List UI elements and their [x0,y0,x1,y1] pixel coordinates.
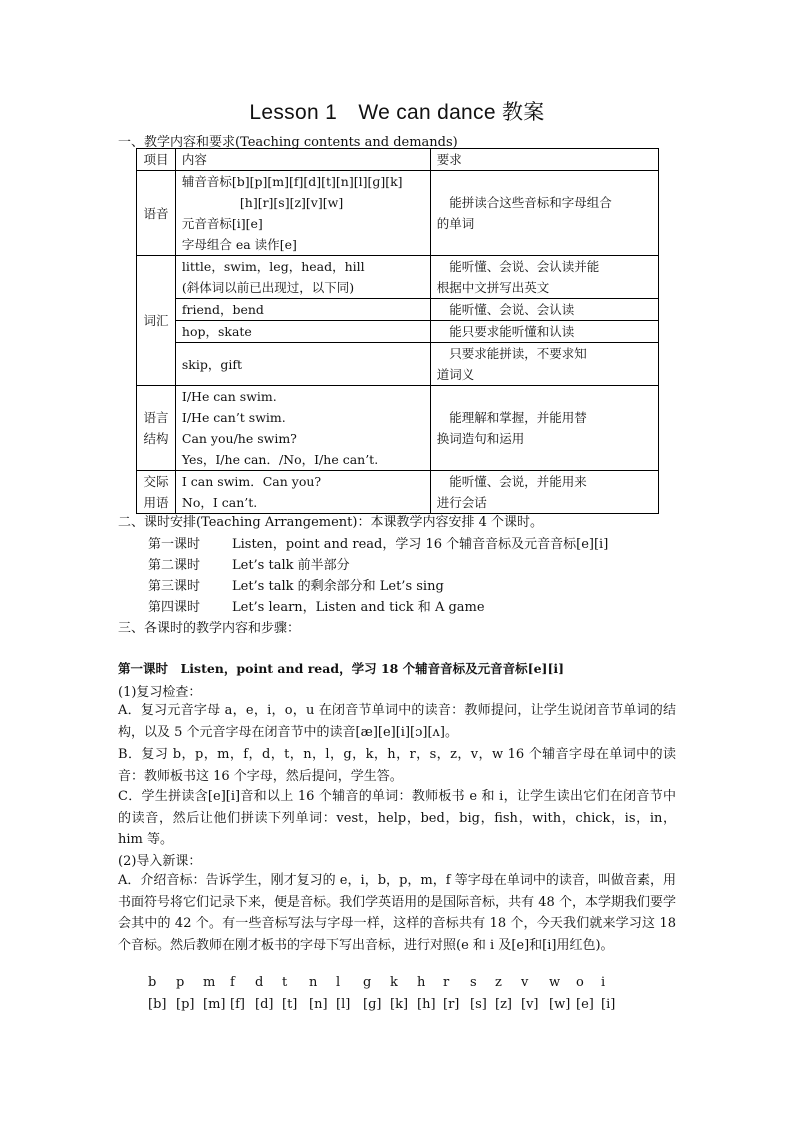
cell-line: 能听懂、会说，并能用来 [436,474,587,489]
table-row [137,386,659,471]
letter-symbol: g [363,975,372,990]
cell-line: I/He can’t swim. [181,410,286,425]
cell-content: skip，gift [175,343,430,386]
phonetic-symbol: [p] [176,997,195,1012]
cell-line: No，I can’t. [181,495,258,510]
phonetic-symbol: [m] [203,997,226,1012]
cell-line: 交际 [143,474,169,489]
cell-requirement: 能只要求能听懂和认读 [430,321,658,343]
cell-content [175,256,430,299]
phonetic-symbol: [r] [443,997,460,1012]
cell-line: 根据中文拼写出英文 [436,280,550,295]
phonetic-symbol: [i] [601,997,616,1012]
letter-symbol: k [390,975,398,990]
table-row [137,321,659,343]
letter-symbol: l [336,975,341,990]
paragraph-c: C．学生拼读含[e][i]音和以上 16 个辅音的单词：教师板书 e 和 i，让学生读出它们在闭音节中的读音，然后让他们拼读下列单词：vest，help，bed，big，fish，with，chick，is，in，him 等。 [118,789,676,847]
cell-line: 道词义 [436,367,475,382]
step-2-heading: (2)导入新课： [118,854,202,869]
letter-symbol: n [309,975,318,990]
letters-row [148,975,626,990]
phonetic-symbol: [f] [230,997,245,1012]
paragraph-a2: A．介绍音标：告诉学生，刚才复习的 e，i，b，p，m，f 等字母在单词中的读音，叫做音素，用书面符号将它们记录下来，便是音标。我们学英语用的是国际音标，共有 48 个，本学期我们要学会其中的 42 个。有一些音标写法与字母一样，这样的音标共有 18 个，今天我们就来学习这 18 个音标。然后教师在刚才板书的字母下写出音标，进行对照(e 和 i 及[e]和[i]用红色)。 [118,873,676,953]
section-1-heading: 一、教学内容和要求(Teaching contents and demands) [118,135,458,150]
cell-requirement: 能听懂、会说、会认读 [430,299,658,321]
header-content: 内容 [175,149,430,171]
phonetic-symbol: [v] [521,997,539,1012]
table-row [137,256,659,299]
cell-line: 能理解和掌握，并能用替 [436,410,587,425]
phonetic-symbol: [w] [549,997,571,1012]
letter-symbol: r [443,975,450,990]
table-row [137,471,659,514]
cell-line: Yes，I/he can．/No，I/he can’t. [181,452,379,467]
schedule-period: 第三课时 [148,579,201,594]
cell-requirement [430,171,658,256]
schedule-period: 第四课时 [148,600,201,615]
cell-line: (斜体词以前已出现过，以下同) [181,280,355,295]
lesson-1-heading: 第一课时 Listen，point and read，学习 18 个辅音音标及元音音标[e][i] [118,661,565,676]
table-row [137,343,659,386]
schedule-period: 第二课时 [148,558,201,573]
phonetics-row [148,997,626,1012]
cell-content [175,386,430,471]
cell-line: I/He can swim. [181,389,277,404]
cell-requirement [430,471,658,514]
cell-line: 能拼读合这些音标和字母组合 [436,195,612,210]
cell-line: 的单词 [436,216,475,231]
phonetic-symbol: [t] [282,997,298,1012]
table-row [137,171,659,256]
cell-content: friend，bend [175,299,430,321]
cell-line: 元音音标[i][e] [181,216,263,231]
row-label-structure [137,386,176,471]
phonetic-symbol: [ɡ] [363,997,382,1012]
cell-line: 语言 [143,410,169,425]
letter-symbol: w [549,975,561,990]
cell-content: hop，skate [175,321,430,343]
paragraph-a: A．复习元音字母 a，e，i，o，u 在闭音节单词中的读音：教师提问，让学生说闭音节单词的结构，以及 5 个元音字母在闭音节中的读音[æ][e][i][ɔ][ʌ]。 [118,703,676,740]
cell-line: 用语 [143,495,169,510]
phonetic-symbol: [b] [148,997,167,1012]
letter-symbol: s [470,975,477,990]
row-label-vocabulary: 词汇 [137,256,176,386]
cell-line: Can you/he swim? [181,431,297,446]
cell-line: 换词造句和运用 [436,431,525,446]
row-label-communication [137,471,176,514]
schedule-desc: Listen，point and read，学习 16 个辅音音标及元音音标[e][i] [232,537,609,552]
section-2-heading: 二、课时安排(Teaching Arrangement)：本课教学内容安排 4 个课时。 [118,515,543,530]
cell-line: 结构 [143,431,169,446]
letter-symbol: b [148,975,157,990]
cell-line: 进行会话 [436,495,487,510]
letter-symbol: o [576,975,584,990]
schedule-desc: Let’s talk 的剩余部分和 Let’s sing [232,579,444,594]
phonetic-symbol: [d] [255,997,274,1012]
phonetic-symbol: [h] [417,997,436,1012]
phonetic-symbol: [z] [495,997,512,1012]
cell-requirement [430,256,658,299]
letter-symbol: i [601,975,606,990]
schedule-item [148,533,608,552]
letter-symbol: v [521,975,529,990]
cell-requirement [430,343,658,386]
phonetic-symbol: [l] [336,997,351,1012]
table-header-row [137,149,659,171]
letter-symbol: d [255,975,264,990]
schedule-item [148,596,485,615]
schedule-desc: Let’s learn，Listen and tick 和 A game [232,600,485,615]
letter-symbol: h [417,975,426,990]
cell-content [175,471,430,514]
row-label-phonetics: 语音 [137,171,176,256]
cell-line: 辅音音标[b][p][m][f][d][t][n][l][ɡ][k] [181,174,403,189]
letter-symbol: p [176,975,185,990]
cell-content [175,171,430,256]
cell-line: 能听懂、会说、会认读并能 [436,259,600,274]
schedule-desc: Let’s talk 前半部分 [232,558,350,573]
cell-line: I can swim．Can you? [181,474,322,489]
letter-symbol: f [230,975,235,990]
cell-line: 字母组合 ea 读作[e] [181,237,297,252]
cell-line: little，swim，leg，head，hill [181,259,365,274]
letter-symbol: t [282,975,288,990]
phonetic-symbol: [k] [390,997,409,1012]
phonetic-symbol: [n] [309,997,328,1012]
step-1-heading: (1)复习检查： [118,685,202,700]
header-item: 项目 [137,149,176,171]
document-title: Lesson 1 We can dance 教案 [249,101,545,124]
letter-symbol: m [203,975,216,990]
schedule-item [148,554,350,573]
paragraph-b: B．复习 b，p，m，f，d，t，n，l，g，k，h，r，s，z，v，w 16 个辅音字母在单词中的读音：教师板书这 16 个字母，然后提问，学生答。 [118,747,676,784]
cell-line: [h][r][s][z][v][w] [239,195,344,210]
schedule-item [148,575,444,594]
cell-line: 只要求能拼读，不要求知 [436,346,587,361]
phonetic-symbol: [e] [576,997,594,1012]
section-3-heading: 三、各课时的教学内容和步骤： [118,621,301,636]
teaching-contents-table [136,148,659,514]
table-row [137,299,659,321]
cell-requirement [430,386,658,471]
phonetic-symbol: [s] [470,997,487,1012]
letter-symbol: z [495,975,502,990]
schedule-period: 第一课时 [148,537,201,552]
header-requirement: 要求 [430,149,658,171]
